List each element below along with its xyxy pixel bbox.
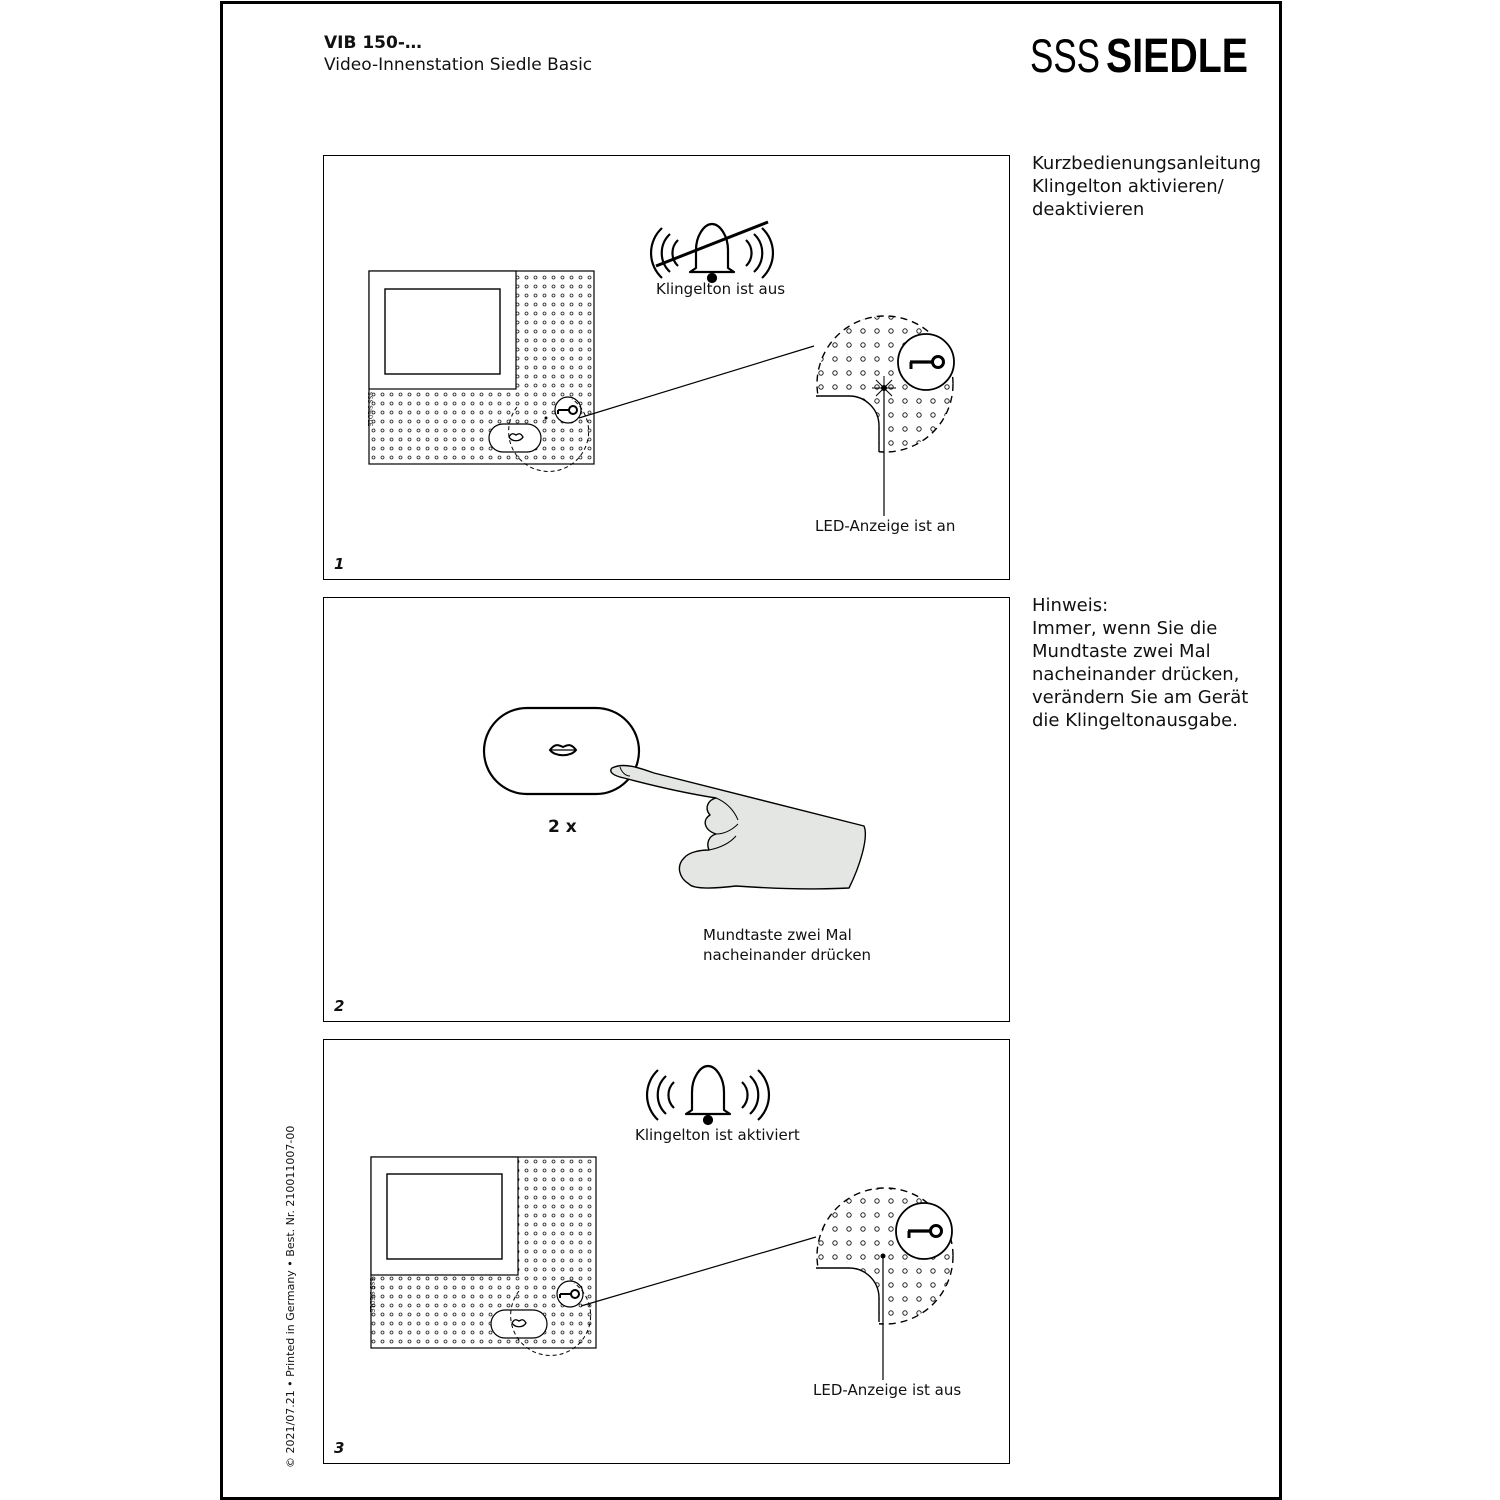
device-brand-label: SSS SIEDLE	[366, 392, 373, 427]
caption-ringtone-on: Klingelton ist aktiviert	[635, 1126, 800, 1144]
led-icon	[881, 1254, 886, 1259]
caption-ringtone-off: Klingelton ist aus	[656, 280, 786, 298]
step-panel-2	[323, 597, 1010, 1022]
press-count: 2 x	[548, 817, 577, 837]
note-line: nacheinander drücken,	[1032, 664, 1240, 685]
caption-press-line1: Mundtaste zwei Mal	[703, 926, 852, 944]
step-panel-3	[323, 1039, 1010, 1464]
step-panel-1	[323, 155, 1010, 580]
caption-led-on: LED-Anzeige ist an	[815, 517, 956, 535]
model-number: VIB 150-…	[324, 33, 422, 53]
imprint-vertical: © 2021/07.21 • Printed in Germany • Best. Nr. 210011007-00	[284, 1125, 297, 1468]
note-line: Mundtaste zwei Mal	[1032, 641, 1211, 662]
caption-press-line2: nacheinander drücken	[703, 946, 872, 964]
mouth-icon	[508, 431, 524, 443]
zoom-detail	[814, 1186, 954, 1380]
product-subtitle: Video-Innenstation Siedle Basic	[324, 55, 593, 75]
svg-text:SSS: SSS	[1030, 29, 1100, 82]
note-line: Immer, wenn Sie die	[1032, 618, 1218, 639]
zoom-detail	[814, 314, 954, 516]
device-illustration	[369, 271, 814, 471]
mouth-icon	[548, 741, 578, 759]
key-icon	[556, 400, 580, 420]
key-icon	[908, 352, 946, 374]
bell-muted-icon	[651, 222, 773, 282]
key-icon	[558, 1284, 582, 1304]
device-illustration	[371, 1157, 816, 1355]
svg-text:SIEDLE: SIEDLE	[1106, 30, 1248, 83]
sidebar-title-line2: deaktivieren	[1032, 199, 1145, 220]
step-number: 3	[334, 1439, 345, 1457]
finger-pointer-icon	[611, 765, 866, 888]
note-line: verändern Sie am Gerät	[1032, 687, 1249, 708]
siedle-logo	[1030, 22, 1250, 82]
mouth-icon	[511, 1317, 527, 1329]
step-number: 2	[334, 997, 345, 1015]
device-brand-label: SSS SIEDLE	[368, 1278, 375, 1313]
caption-led-off: LED-Anzeige ist aus	[813, 1381, 962, 1399]
key-icon	[906, 1221, 944, 1243]
step-number: 1	[334, 555, 345, 573]
bell-ringing-icon	[647, 1066, 769, 1124]
note-line: die Klingeltonausgabe.	[1032, 710, 1238, 731]
sidebar-heading: Kurzbedienungsanleitung	[1032, 153, 1262, 174]
note-label: Hinweis:	[1032, 595, 1109, 616]
sidebar-title-line1: Klingelton aktivieren/	[1032, 176, 1224, 197]
